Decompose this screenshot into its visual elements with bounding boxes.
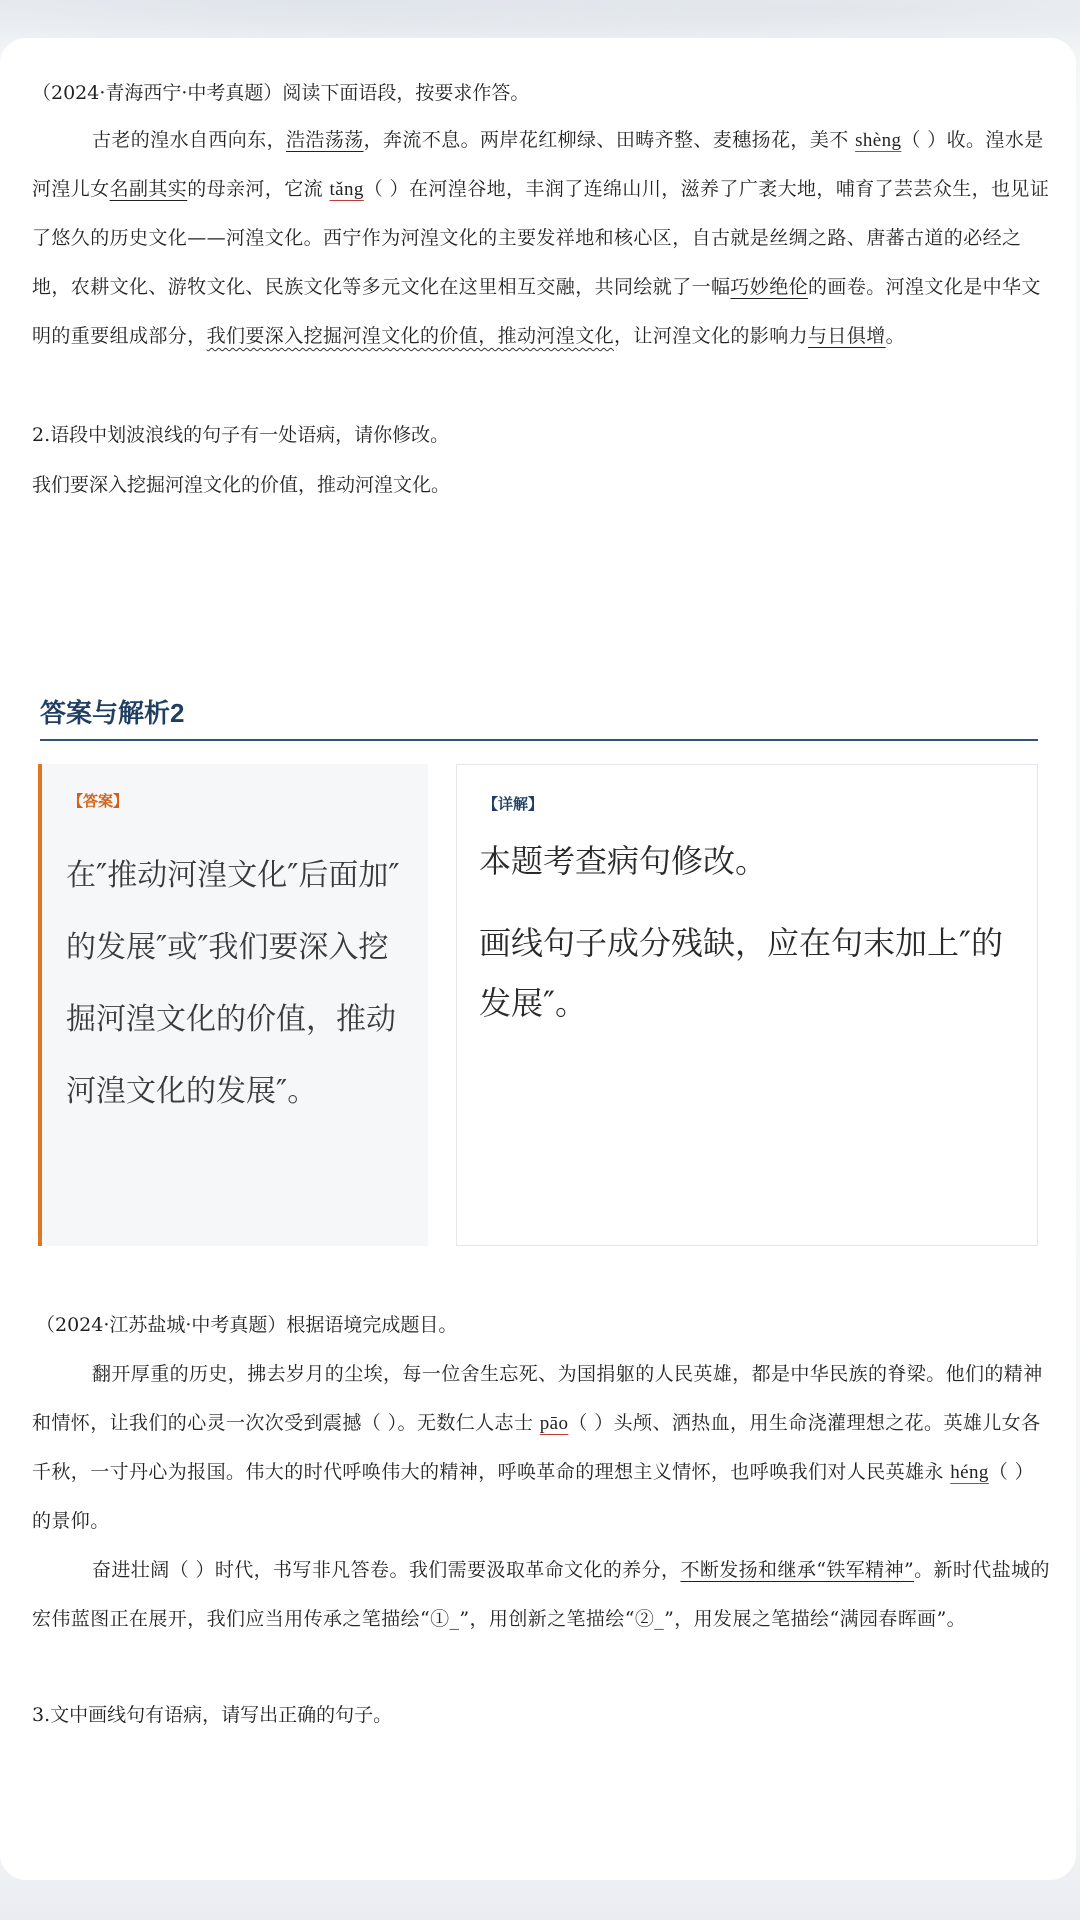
passage-text: 翻开厚重的历史，拂去岁月的尘埃，每一位舍生忘死、为国捐躯的人民英雄，都是中华民族的脊梁。他们的精神和情怀，让我们的心灵一次次受到震撼（ ）。无数仁人志士	[32, 1363, 1043, 1434]
underlined-word: 巧妙绝伦	[730, 276, 809, 298]
answer-box	[38, 764, 428, 1246]
pinyin-blank: shèng	[855, 130, 902, 151]
underlined-sentence: 不断发扬和继承“铁军精神”	[680, 1559, 915, 1581]
detail-box	[456, 764, 1038, 1246]
section-title: 答案与解析2	[40, 698, 185, 728]
detail-paragraph: 本题考查病句修改。	[479, 842, 768, 880]
passage-text: 奋进壮阔（ ）时代，书写非凡答卷。我们需要汲取革命文化的养分，	[92, 1559, 681, 1581]
question-2-source: （2024·青海西宁·中考真题）阅读下面语段，按要求作答。	[32, 82, 530, 104]
detail-text	[479, 831, 1019, 1055]
detail-paragraph: 画线句子成分残缺，应在句末加上″的发展″。	[479, 924, 1003, 1022]
answer-text: 在″推动河湟文化″后面加″的发展″或″我们要深入挖掘河湟文化的价值，推动河湟文化的发展″。	[66, 858, 400, 1109]
question-3-passage-1	[32, 1350, 1052, 1546]
passage-text: ，让河湟文化的影响力	[614, 325, 809, 347]
passage-text: （ ）在河湟谷地，丰润了连绵山川，滋养了广袤大地，哺育了芸芸众生，也见证了悠久的历史文化——河湟文化。西宁作为河湟文化的主要发祥地和核心区，自古就是丝绸之路、唐蕃古道的必经之地，农耕文化、游牧文化、民族文化等多元文化在这里相互交融，共同绘就了一幅	[32, 178, 1050, 298]
passage-text: 的母亲河，它流	[187, 178, 330, 200]
passage-text: 的画卷。河湟文化是中华文明的重要组成部分，	[32, 276, 1041, 347]
underlined-word: 与日俱增	[808, 325, 886, 347]
passage-text: （ ）的景仰。	[32, 1461, 1035, 1532]
passage-text: ，奔流不息。两岸花红柳绿、田畴齐整、麦穗扬花，美不	[363, 129, 856, 151]
pinyin-blank: pāo	[539, 1413, 569, 1434]
passage-text: 古老的湟水自西向东，	[92, 129, 287, 151]
passage-text: （ ）收。湟水是河湟儿女	[32, 129, 1044, 200]
detail-tag: 【详解】	[483, 796, 544, 813]
underlined-word: 浩浩荡荡	[286, 129, 364, 151]
section-divider	[40, 739, 1038, 741]
answer-tag: 【答案】	[68, 793, 129, 810]
wavy-underlined-sentence: 我们要深入挖掘河湟文化的价值，推动河湟文化	[206, 325, 615, 347]
pinyin-blank: héng	[950, 1462, 989, 1483]
question-2-sentence: 我们要深入挖掘河湟文化的价值，推动河湟文化。	[32, 474, 451, 496]
content-card	[0, 38, 1076, 1880]
passage-text: （ ）头颅、洒热血，用生命浇灌理想之花。英雄儿女各千秋，一寸丹心为报国。伟大的时代呼唤伟大的精神，呼唤革命的理想主义情怀，也呼唤我们对人民英雄永	[32, 1412, 1041, 1483]
underlined-word: 名副其实	[109, 178, 188, 200]
question-2-prompt: 2.语段中划波浪线的句子有一处语病，请你修改。	[32, 424, 450, 446]
question-2-passage	[32, 116, 1052, 361]
question-3-passage-2	[32, 1546, 1052, 1644]
question-3-source: （2024·江苏盐城·中考真题）根据语境完成题目。	[36, 1314, 458, 1336]
passage-text: 。新时代盐城的宏伟蓝图正在展开，我们应当用传承之笔描绘“①_”，用创新之笔描绘“②_”，用发展之笔描绘“满园春晖画”。	[32, 1559, 1050, 1630]
passage-text: 。	[885, 325, 906, 347]
pinyin-blank: tǎng	[329, 179, 364, 200]
question-3-prompt: 3.文中画线句有语病，请写出正确的句子。	[32, 1704, 393, 1726]
